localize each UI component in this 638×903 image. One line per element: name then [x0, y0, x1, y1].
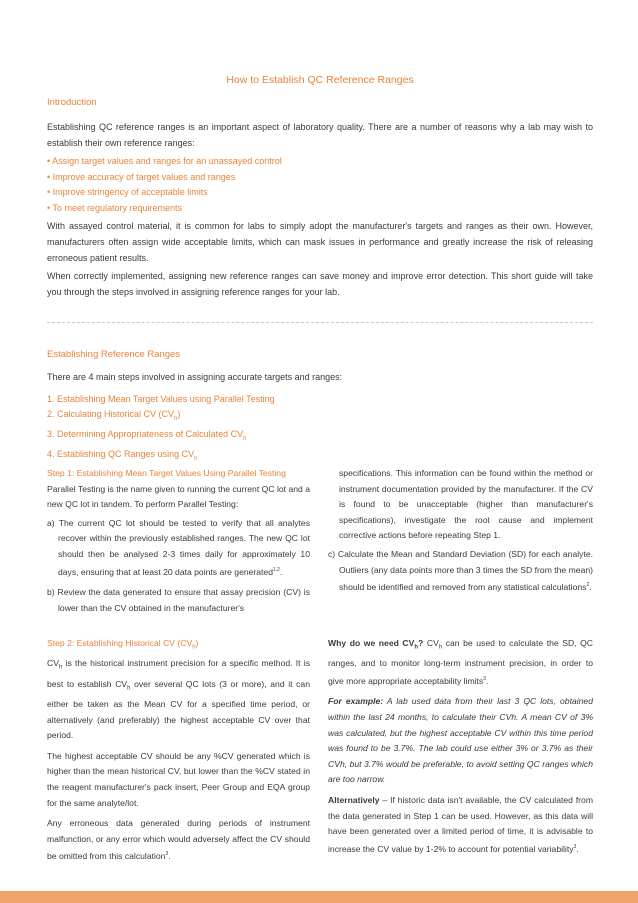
- step2-paragraph-2: The highest acceptable CV should be any %CV generated which is higher than the mean historical CV, but lower than the %CV stated in the reagent manufacturer's pack insert, Peer Group and EQA group for the same analyte/lot.: [47, 750, 310, 808]
- why-paragraph: Why do we need $CV_h$? $CV_h$ can be used to calculate the SD, QC ranges, and to monitor long-term instrument precision, in order to give more appropriate acceptability limits$^3$.: [328, 638, 593, 686]
- step1-heading: Step 1: Establishing Mean Target Values Using Parallel Testing: [47, 468, 286, 478]
- intro-paragraph-3: When correctly implemented, assigning new reference ranges can save money and improve error detection. This short guide will take you through the steps involved in assigning reference ranges for your lab.: [47, 271, 593, 297]
- step2-heading: Step 2: Establishing Historical CV $(CV_h)$: [47, 638, 199, 651]
- intro-paragraph-1: Establishing QC reference ranges is an important aspect of laboratory quality. There are a number of reasons why a lab may wish to establish their own reference ranges:: [47, 122, 593, 148]
- establishing-intro: There are 4 main steps involved in assigning accurate targets and ranges:: [47, 372, 343, 382]
- step1-item-c: c) Calculate the Mean and Standard Deviation (SD) for each analyte. Outliers (any data points more than 3 times the SD from the mean) should be identified and removed from any statistical calculations$^2$.: [328, 548, 593, 593]
- steps-list: [47, 392, 275, 466]
- list-item: 4. Establishing QC Ranges using $CV_h$: [47, 448, 198, 462]
- step1-item-b-continued: specifications. This information can be found within the method or instrument documentation provided by the manufacturer. If the CV is found to be unacceptable (higher than manufacturer's specifications), investigate the root cause and implement corrective actions before repeating Step 1.: [339, 468, 593, 541]
- intro-paragraph-2: With assayed control material, it is common for labs to simply adopt the manufacturer's targets and ranges as their own. However, manufacturers often assign wide acceptable limits, which can mask issues in performance and greatly increase the risk of releasing erroneous patient results.: [47, 221, 593, 263]
- list-item: 2. Calculating Historical CV $(CV_h)$: [47, 409, 181, 422]
- step1-item-b: b) Review the data generated to ensure that assay precision (CV) is lower than the CV obtained in the manufacturer's: [47, 587, 310, 613]
- list-item: • To meet regulatory requirements: [47, 203, 183, 214]
- step1-left-column: [47, 466, 310, 616]
- step2-left-column: [47, 636, 310, 865]
- step1-item-a: a) The current QC lot should be tested to verify that all analytes recover within the previously established ranges. The new QC lot should then be analysed 2-3 times daily for approximately 10 days, ensuring that at least 20 data points are generated$^{1,2}$.: [47, 517, 310, 577]
- step2-right-column: [328, 636, 593, 857]
- document-title: How to Establish QC Reference Ranges: [226, 74, 414, 86]
- list-item: 1. Establishing Mean Target Values using Parallel Testing: [47, 394, 275, 404]
- section-divider: [47, 322, 593, 323]
- introduction-heading: Introduction: [47, 97, 97, 108]
- establishing-heading: Establishing Reference Ranges: [47, 349, 181, 360]
- step2-paragraph-3: Any erroneous data generated during periods of instrument malfunction, or any error which would adversely affect the CV should be omitted from this calculation$^3$.: [47, 818, 310, 862]
- alternatively-paragraph: Alternatively – If historic data isn't available, the CV calculated from the data generated in Step 1 can be used. However, as this data will have been generated over a limited period of time, it is advisable to increase the CV value by 1-2% to account for potential variability$^3$.: [328, 794, 593, 854]
- list-item: • Improve stringency of acceptable limits: [47, 187, 208, 198]
- example-paragraph: For example: A lab used data from their last 3 QC lots, obtained within the last 24 months, to calculate their CVh. A mean CV of 3% was calculated, but the highest acceptable CV within this time period was found to be 3.7%. The lab could use either 3% or 3.7% as their CVh, but 3.7% would be preferable, to avoid setting QC ranges which are too narrow.: [328, 696, 593, 785]
- list-item: • Assign target values and ranges for an unassayed control: [47, 156, 282, 166]
- step2-paragraph-1: $CV_h$ is the historical instrument precision for a specific method. It is best to establish $CV_h$ over several QC lots (3 or more), and it can either be taken as the Mean CV for a specified time period, or alternatively (and preferably) the highest acceptable CV over that period.: [47, 658, 310, 741]
- list-item: 3. Determining Appropriateness of Calculated $CV_h$: [47, 428, 247, 442]
- reasons-list: [47, 154, 282, 217]
- footer-bar: [0, 891, 638, 903]
- list-item: • Improve accuracy of target values and ranges: [47, 171, 236, 182]
- step1-intro: Parallel Testing is the name given to running the current QC lot and a new QC lot in tandem. To perform Parallel Testing:: [47, 483, 310, 510]
- step1-right-column: [328, 466, 593, 596]
